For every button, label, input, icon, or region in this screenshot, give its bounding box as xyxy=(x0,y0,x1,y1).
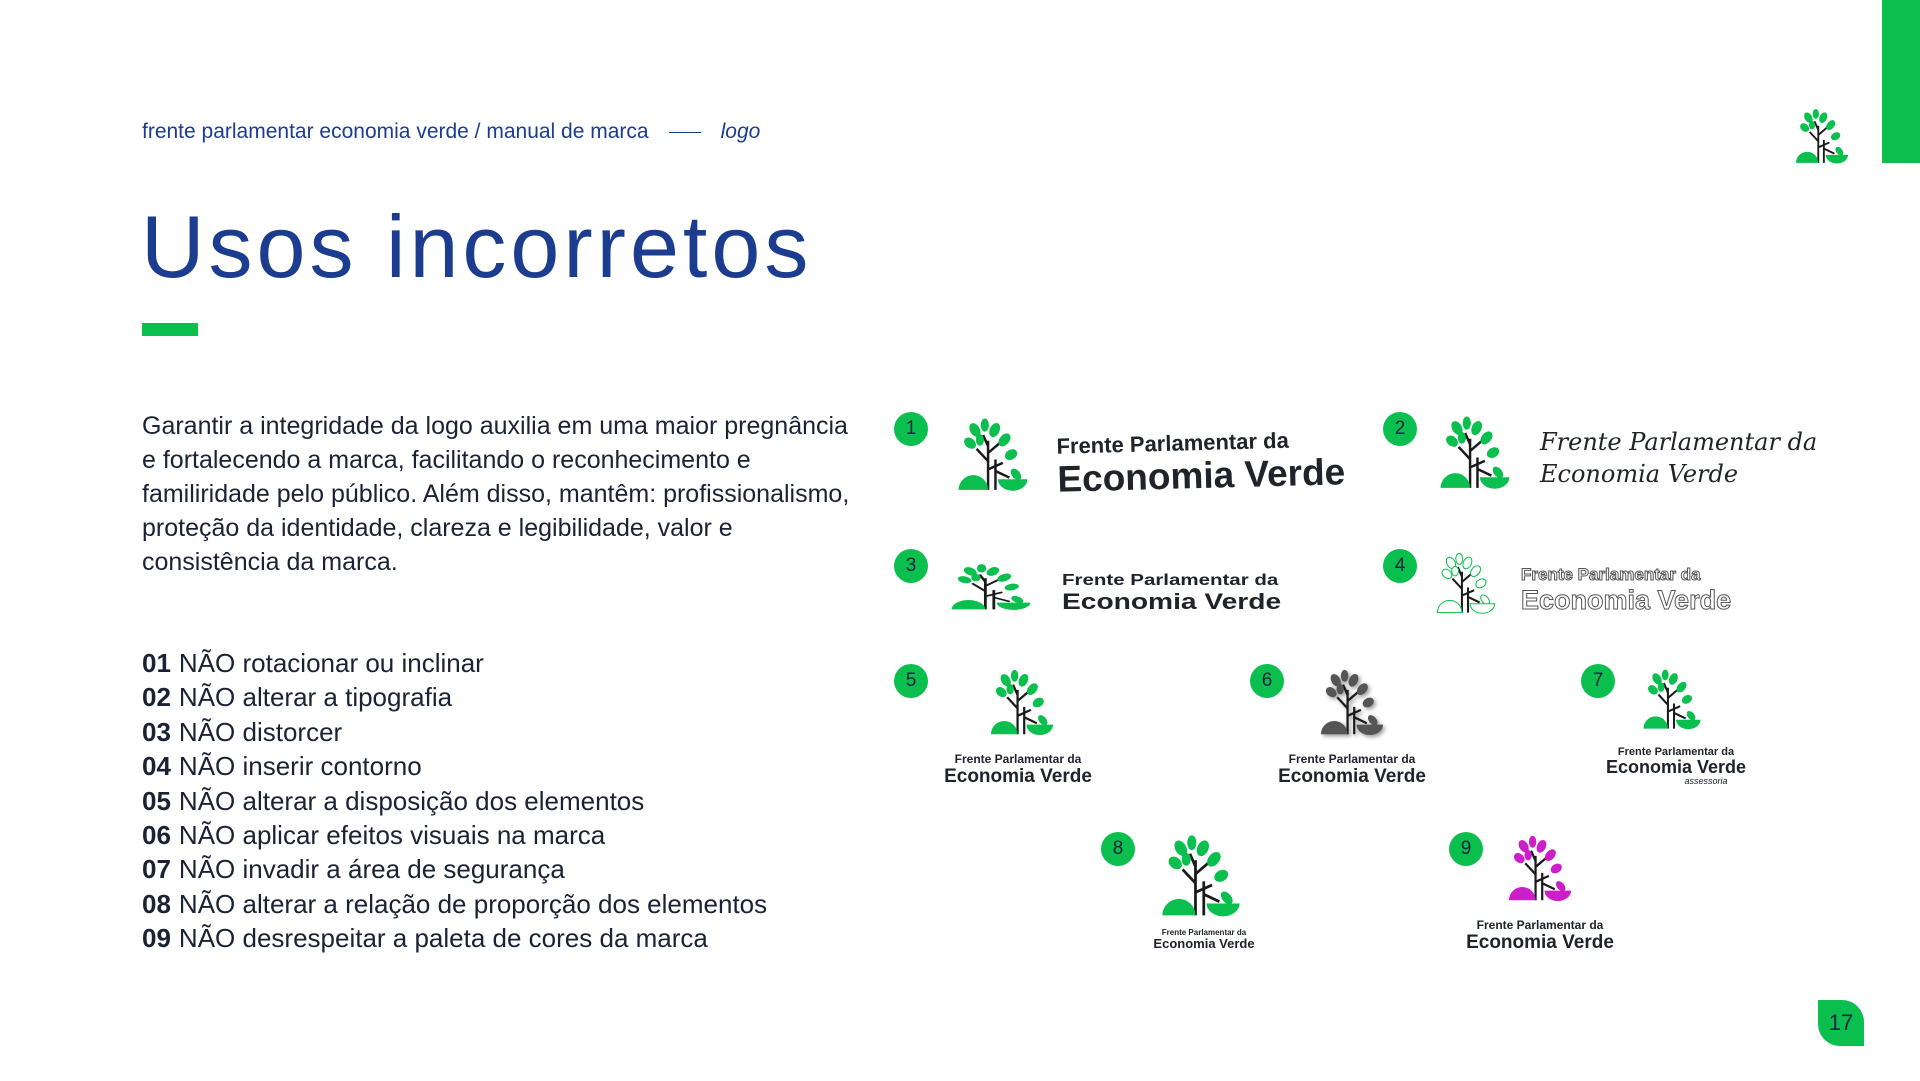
example-number-badge: 1 xyxy=(894,412,928,446)
example-number-badge: 9 xyxy=(1449,832,1483,866)
example-number-badge: 5 xyxy=(894,664,928,698)
list-item: 03 NÃO distorcer xyxy=(142,716,343,747)
logo-wordmark: Frente Parlamentar da Economia Verde xyxy=(944,752,1092,787)
tree-logo-icon xyxy=(1432,410,1518,492)
list-item: 05 NÃO alterar a disposição dos elementos xyxy=(142,785,645,816)
logo-wordmark: Frente Parlamentar da Economia Verde xyxy=(1153,928,1255,951)
list-item: 06 NÃO aplicar efeitos visuais na marca xyxy=(142,820,606,851)
example-number-badge: 3 xyxy=(894,549,928,583)
brand-side-bar xyxy=(1882,0,1920,163)
list-item: 02 NÃO alterar a tipografia xyxy=(142,682,453,713)
tree-logo-icon xyxy=(948,412,1038,494)
logo-wordmark: Frente Parlamentar da Economia Verde xyxy=(1056,427,1346,500)
example-number-badge: 4 xyxy=(1383,549,1417,583)
page-title: Usos incorretos xyxy=(141,197,813,296)
logo-wordmark: Frente Parlamentar da Economia Verde xyxy=(1521,565,1732,615)
logo-wordmark: Frente Parlamentar da Economia Verde xyxy=(1278,752,1426,787)
tree-logo-icon xyxy=(1790,104,1854,166)
example-number-badge: 6 xyxy=(1250,664,1284,698)
breadcrumb xyxy=(142,120,760,144)
list-item: 09 NÃO desrespeitar a paleta de cores da marca xyxy=(142,923,708,954)
list-item: 04 NÃO inserir contorno xyxy=(142,751,422,782)
section-name: logo xyxy=(720,120,761,143)
example-number-badge: 7 xyxy=(1581,664,1615,698)
document-name: frente parlamentar economia verde / manual de marca xyxy=(142,120,649,143)
list-item: 07 NÃO invadir a área de segurança xyxy=(142,854,565,885)
list-item: 01 NÃO rotacionar ou inclinar xyxy=(142,648,484,678)
tree-logo-icon xyxy=(944,560,1038,612)
example-number-badge: 8 xyxy=(1101,832,1135,866)
tree-logo-icon xyxy=(970,664,1074,738)
tree-logo-icon xyxy=(1148,828,1254,920)
tree-logo-icon xyxy=(1636,664,1708,732)
tree-logo-icon xyxy=(1498,830,1582,904)
page-number: 17 xyxy=(1818,1000,1864,1046)
header-divider xyxy=(669,132,701,133)
list-item: 08 NÃO alterar a relação de proporção dos elementos xyxy=(142,888,768,919)
tree-logo-icon xyxy=(1428,548,1504,616)
logo-wordmark: Frente Parlamentar da Economia Verde assessoria xyxy=(1605,746,1747,786)
example-number-badge: 2 xyxy=(1383,412,1417,446)
intro-paragraph: Garantir a integridade da logo auxilia em uma maior pregnância e fortalecendo a marca, facilitando o reconhecimento e familiridade pelo público. Além disso, mantêm: profissionalismo, proteção da identidade, clareza e legibilidade, valor e consistência da marca. xyxy=(142,412,850,576)
logo-wordmark: Frente Parlamentar da Economia Verde xyxy=(1062,572,1282,614)
title-underline xyxy=(142,323,198,336)
rules-list xyxy=(142,646,767,956)
logo-wordmark: Frente Parlamentar da Economia Verde xyxy=(1466,918,1614,953)
tree-logo-icon xyxy=(1310,664,1394,738)
logo-wordmark: Frente Parlamentar da Economia Verde xyxy=(1540,428,1818,488)
